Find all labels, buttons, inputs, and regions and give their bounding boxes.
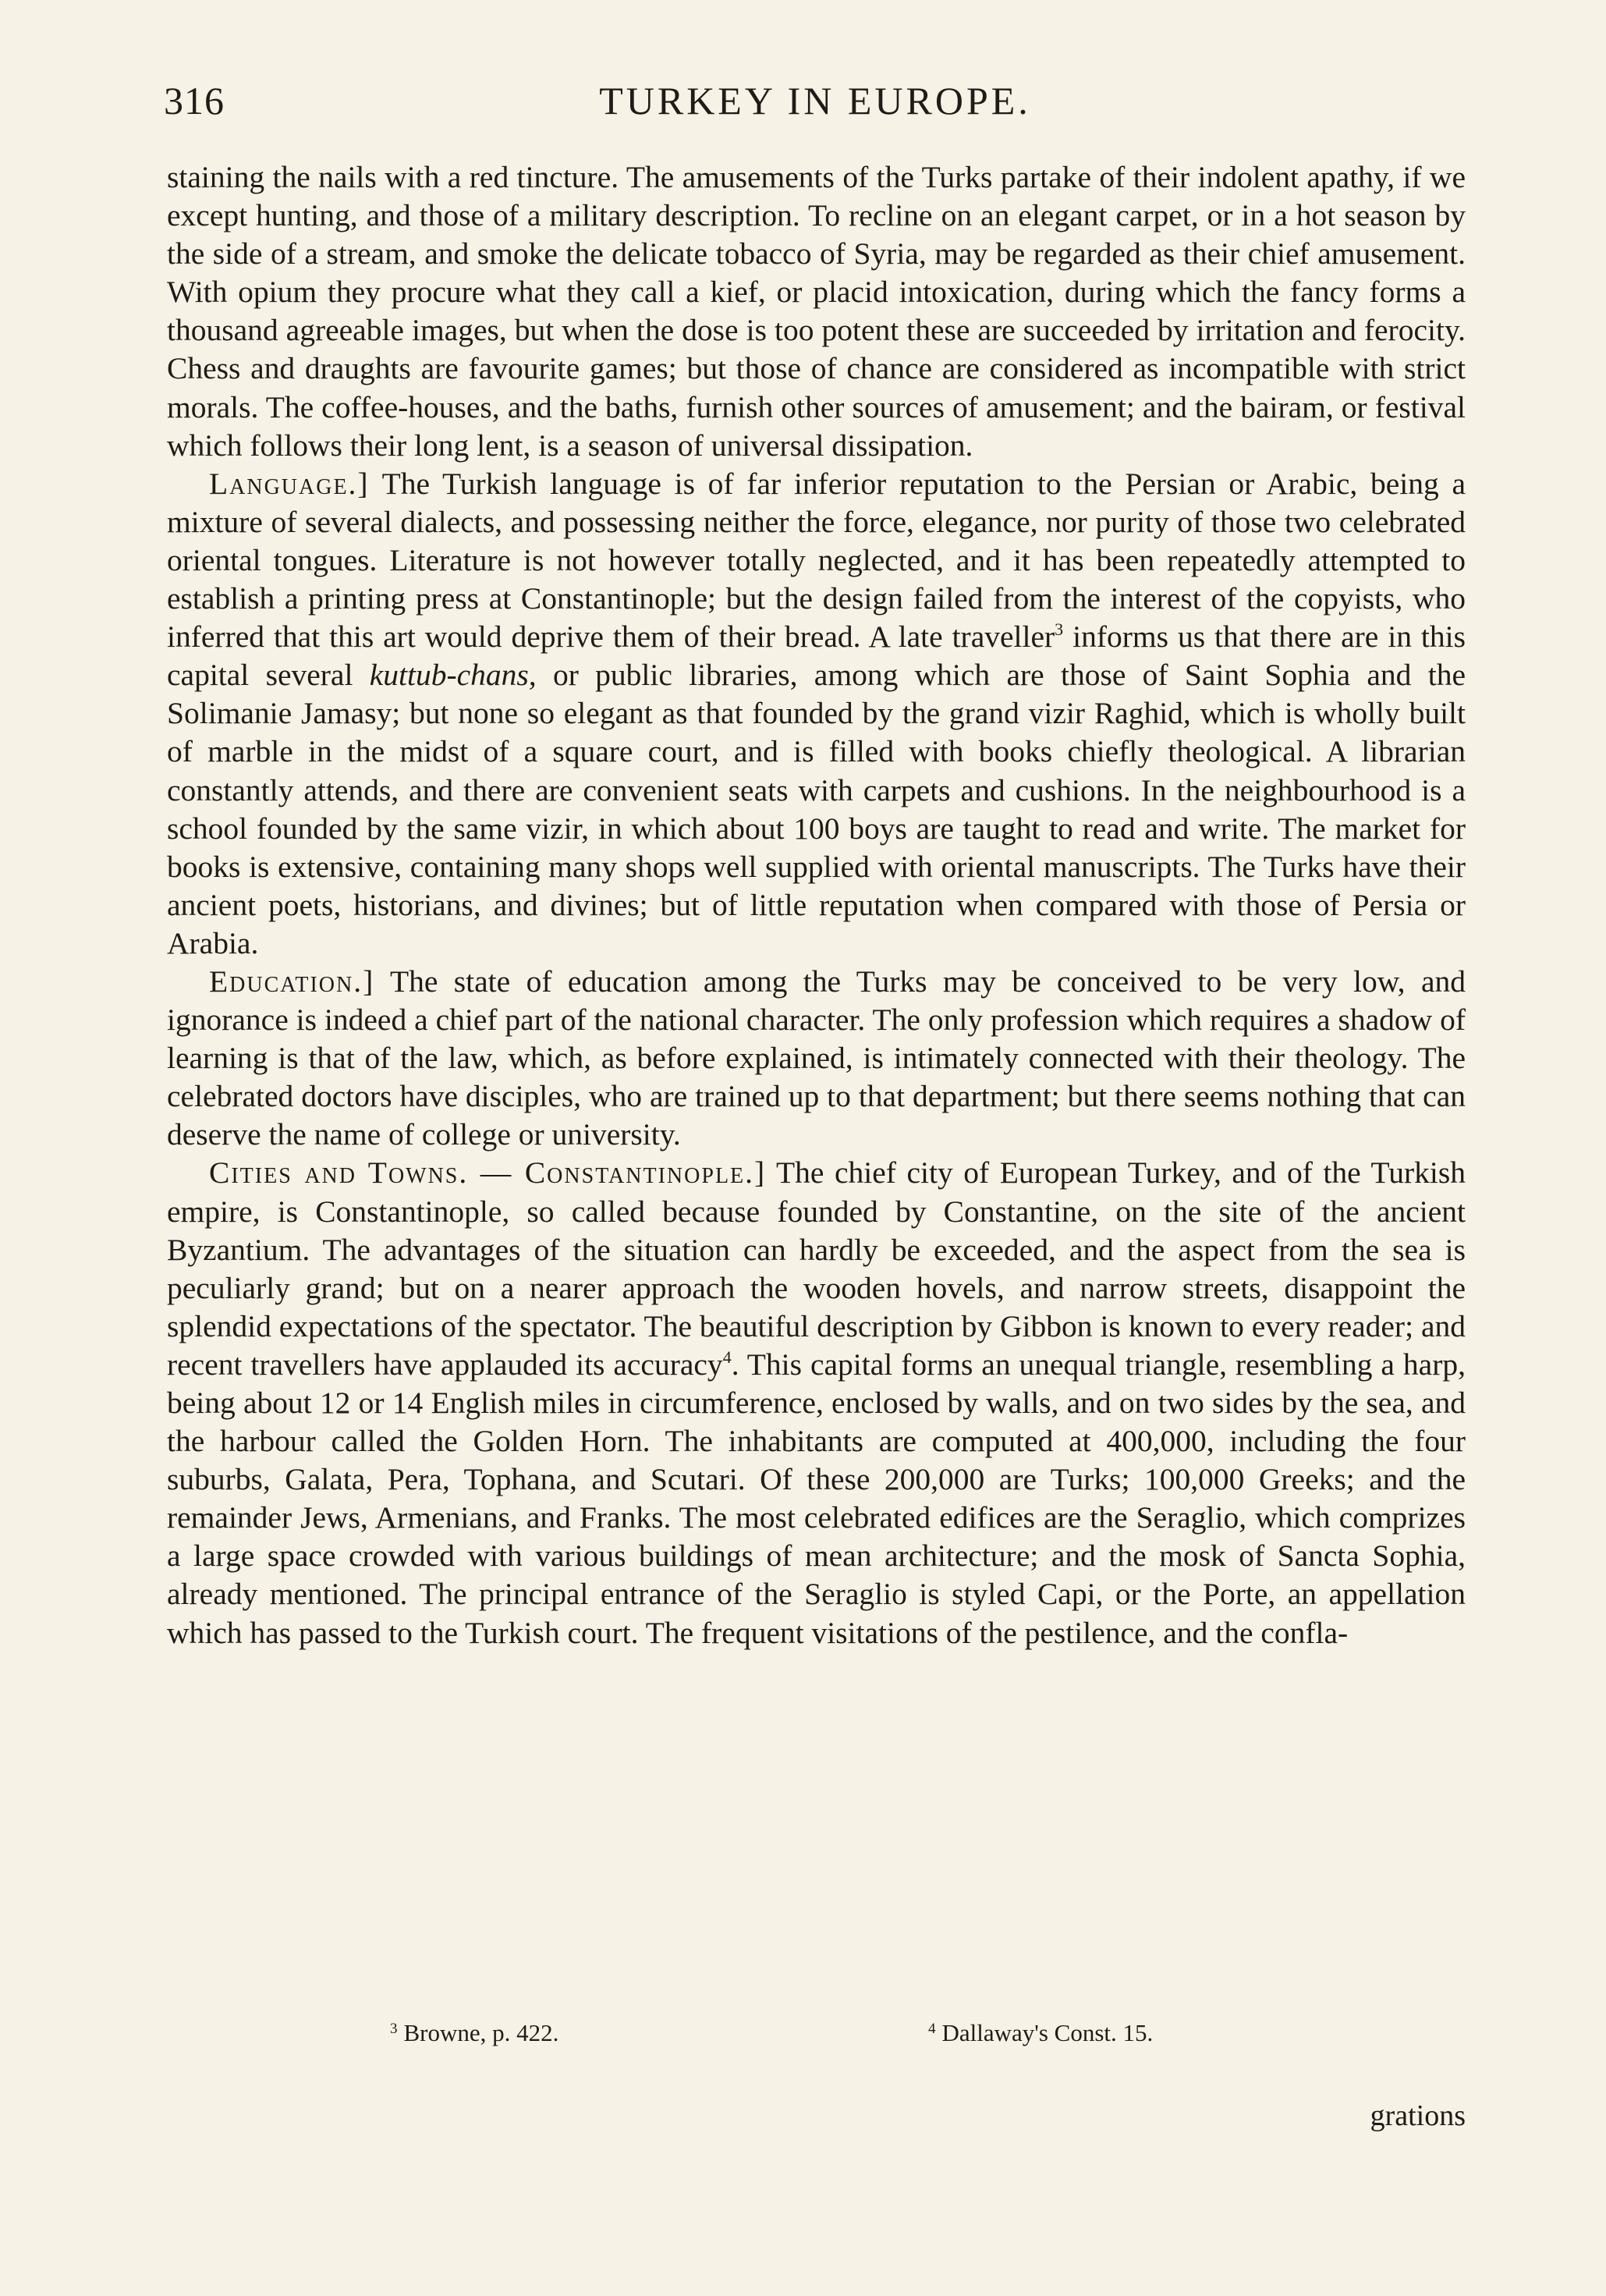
language-text-a: The Turkish language is of far inferior reputation to the Persian or Arabic, being a mixture of several dialects, and possessing neither the force, elegance, nor purity of those two celebrated oriental tongues. Literature is not however totally neglected, and it has been repeatedly attempted to establish a printing press at Constantinople; but the design failed from the interest of the copyists, who inferred that this art would deprive them of their bread. A late traveller: [167, 466, 1466, 655]
section-heading-cities: Cities and Towns. — Constantinople.]: [209, 1155, 767, 1191]
cities-text-a: The chief city of European Turkey, and of the Turkish empire, is Constantinople, so called because founded by Constantine, on the site of the ancient Byzantium. The advantages of the situation can hardly be exceeded, and the aspect from the sea is peculiarly grand; but on a nearer approach the wooden hovels, and narrow streets, disappoint the splendid expectations of the spectator. The beautiful description by Gibbon is known to every reader; and recent travellers have applauded its accuracy: [167, 1155, 1466, 1382]
section-heading-language: Language.]: [209, 466, 370, 501]
footnote-text: Browne, p. 422.: [403, 2019, 559, 2046]
body-text: [167, 158, 1466, 1652]
page-number: 316: [164, 79, 225, 122]
language-text-b: informs us that there are in this capital several: [167, 619, 1466, 693]
language-text-c: or public libraries, among which are those of Saint Sophia and the Solimanie Jamasy; but none so elegant as that founded by the grand vizir Raghid, which is wholly built of marble in the midst of a square court, and is filled with books chiefly theological. A librarian constantly attends, and there are convenient seats with carpets and cushions. In the neighbourhood is a school founded by the same vizir, in which about 100 boys are taught to read and write. The market for books is extensive, containing many shops well supplied with oriental manuscripts. The Turks have their ancient poets, historians, and divines; but of little reputation when compared with those of Persia or Arabia.: [167, 658, 1466, 960]
footnotes: [390, 2019, 1326, 2058]
paragraph-language: [167, 465, 1466, 963]
cities-text-b: . This capital forms an unequal triangle, resembling a harp, being about 12 or 14 English miles in circumference, enclosed by walls, and on two sides by the sea, and the harbour called the Golden Horn. The inhabitants are computed at 400,000, including the four suburbs, Galata, Pera, Tophana, and Scutari. Of these 200,000 are Turks; 100,000 Greeks; and the remainder Jews, Armenians, and Franks. The most celebrated edifices are the Seraglio, which comprizes a large space crowded with various buildings of mean architecture; and the mosk of Sancta Sophia, already mentioned. The principal entrance of the Seraglio is styled Capi, or the Porte, an appellation which has passed to the Turkish court. The frequent visitations of the pestilence, and the confla-: [167, 1347, 1466, 1650]
section-heading-education: Education.]: [209, 963, 375, 999]
running-title: TURKEY IN EUROPE.: [599, 79, 1031, 122]
footnote-4: [928, 2019, 1153, 2047]
paragraph-cities: [167, 1154, 1466, 1652]
footnote-reference-4: 4: [722, 1347, 732, 1367]
footnote-mark: 3: [390, 2021, 398, 2037]
paragraph-amusements: staining the nails with a red tincture. The amusements of the Turks partake of their indolent apathy, if we except hunting, and those of a military description. To recline on an elegant carpet, or in a hot season by the side of a stream, and smoke the delicate tobacco of Syria, may be regarded as their chief amusement. With opium they procure what they call a kief, or placid intoxication, during which the fancy forms a thousand agreeable images, but when the dose is too potent these are succeeded by irritation and ferocity. Chess and draughts are favourite games; but those of chance are considered as incompatible with strict morals. The coffee-houses, and the baths, furnish other sources of amusement; and the bairam, or festival which follows their long lent, is a season of universal dissipation.: [167, 160, 1466, 463]
footnote-mark: 4: [928, 2021, 936, 2037]
footnote-reference-3: 3: [1055, 619, 1064, 640]
italic-term-kuttub-chans: kuttub-chans,: [369, 658, 537, 693]
paragraph-education: [167, 963, 1466, 1154]
footnote-3: [390, 2019, 558, 2047]
education-text: The state of education among the Turks may be conceived to be very low, and ignorance is indeed a chief part of the national character. The only profession which requires a shadow of learning is that of the law, which, as before explained, is intimately connected with their theology. The celebrated doctors have disciples, who are trained up to that department; but there seems nothing that can deserve the name of college or university.: [167, 963, 1466, 1152]
page-header: [164, 78, 1466, 133]
footnote-text: Dallaway's Const. 15.: [941, 2019, 1154, 2046]
catchword: grations: [1370, 2099, 1466, 2132]
